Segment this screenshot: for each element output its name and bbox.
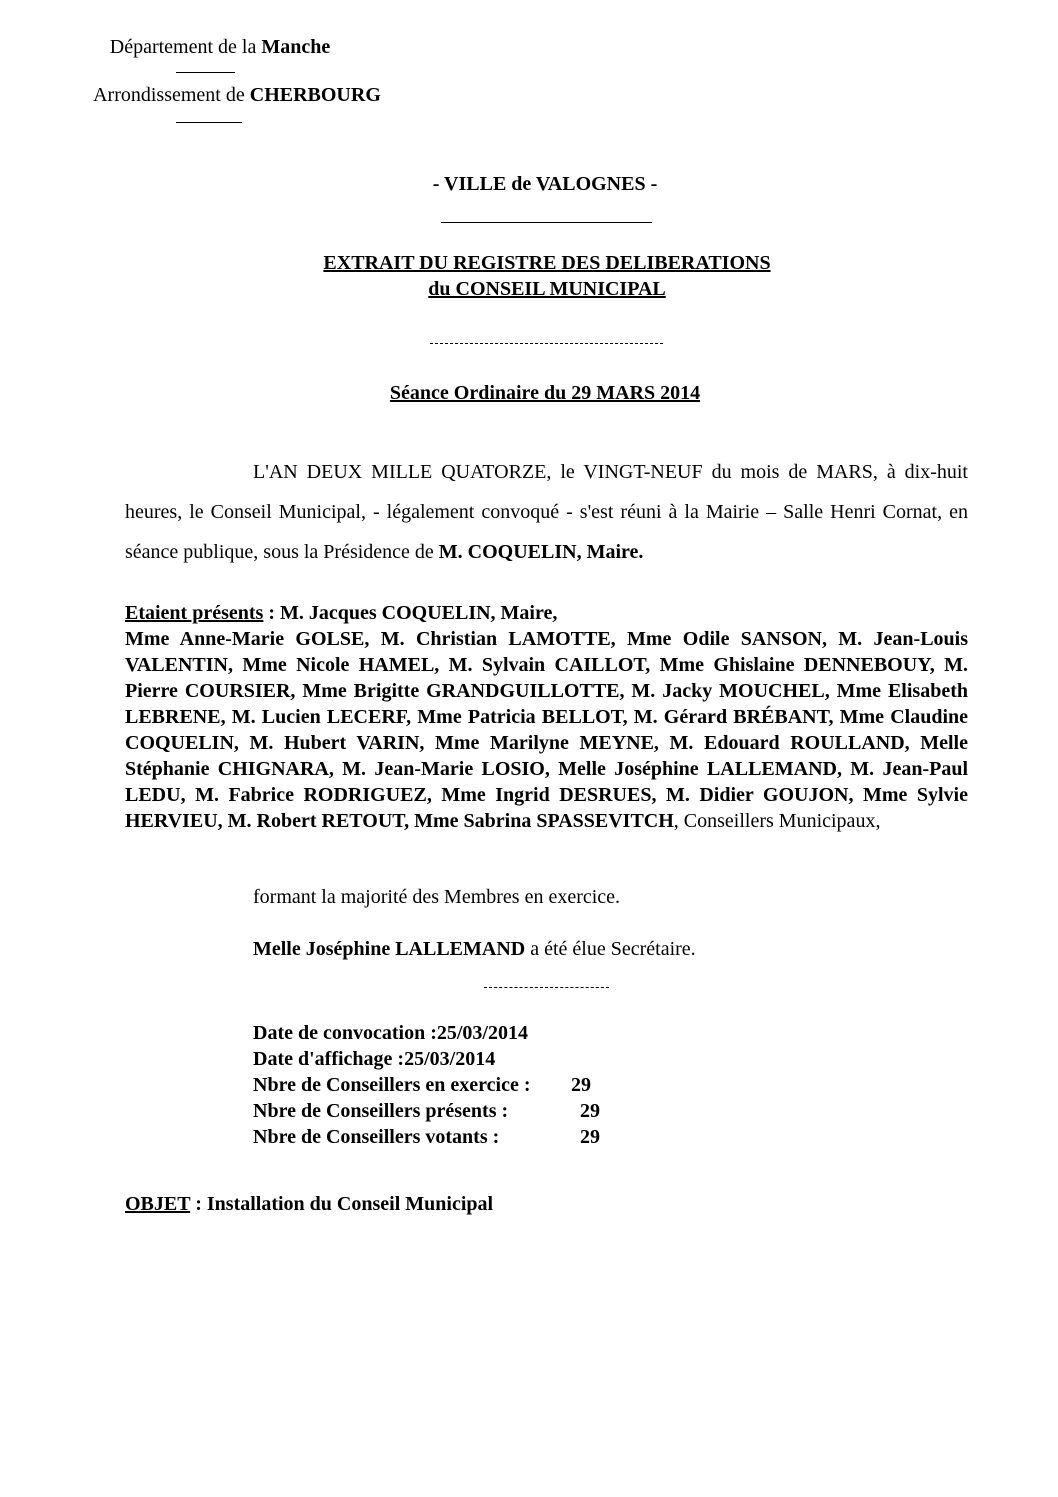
- title-divider: [441, 222, 652, 223]
- info-row: [253, 1046, 600, 1072]
- info-row: [253, 1020, 600, 1046]
- info-label: Date d'affichage :: [253, 1048, 405, 1070]
- info-value: 25/03/2014: [436, 1022, 528, 1044]
- extrait-line1: EXTRAIT DU REGISTRE DES DELIBERATIONS: [323, 252, 771, 274]
- dashed-divider: [484, 987, 609, 988]
- arrondissement-name: CHERBOURG: [249, 84, 381, 106]
- presents-list: Mme Anne-Marie GOLSE, M. Christian LAMOTTE, Mme Odile SANSON, M. Jean-Louis VALENTIN, Mme Nicole HAMEL, M. Sylvain CAILLOT, Mme Ghislaine DENNEBOUY, M. Pierre COURSIER, Mme Brigitte GRANDGUILLOTTE, M. Jacky MOUCHEL, Mme Elisabeth LEBRENE, M. Lucien LECERF, Mme Patricia BELLOT, M. Gérard BRÉBANT, Mme Claudine COQUELIN, M. Hubert VARIN, Mme Marilyne MEYNE, M. Edouard ROULLAND, Melle Stéphanie CHIGNARA, M. Jean-Marie LOSIO, Melle Joséphine LALLEMAND, M. Jean-Paul LEDU, M. Fabrice RODRIGUEZ, Mme Ingrid DESRUES, M. Didier GOUJON, Mme Sylvie HERVIEU, M. Robert RETOUT, Mme Sabrina SPASSEVITCH: [125, 628, 968, 832]
- intro-text: L'AN DEUX MILLE QUATORZE, le VINGT-NEUF du mois de MARS, à dix-huit heures, le Conseil Municipal, - légalement convoqué - s'est réuni à la Mairie – Salle Henri Cornat, en séance publique, sous la Présidence de: [125, 461, 968, 563]
- info-label: Nbre de Conseillers votants :: [253, 1126, 500, 1148]
- objet-line: [125, 1193, 493, 1216]
- intro-paragraph: [125, 452, 968, 572]
- presents-suffix: , Conseillers Municipaux,: [673, 810, 881, 832]
- departement-name: Manche: [261, 36, 331, 58]
- objet-text: : Installation du Conseil Municipal: [190, 1193, 494, 1215]
- arrondissement-line: [82, 84, 392, 107]
- presents-first: : M. Jacques COQUELIN, Maire,: [263, 602, 558, 624]
- dashed-divider: [430, 343, 663, 344]
- ville-title: - VILLE de VALOGNES -: [432, 173, 658, 195]
- info-row: [253, 1098, 600, 1124]
- header-divider: [176, 72, 235, 73]
- extrait-heading: [0, 250, 1058, 302]
- info-row: [253, 1072, 600, 1098]
- majorite-line: formant la majorité des Membres en exercice.: [253, 886, 621, 908]
- secretaire-line: [253, 938, 696, 961]
- info-value: 25/03/2014: [404, 1048, 496, 1070]
- intro-president: M. COQUELIN, Maire.: [438, 541, 644, 563]
- info-label: Nbre de Conseillers présents :: [253, 1100, 509, 1122]
- info-value: 29: [580, 1100, 600, 1122]
- secretaire-name: Melle Joséphine LALLEMAND: [253, 938, 526, 960]
- seance-title: Séance Ordinaire du 29 MARS 2014: [389, 382, 701, 404]
- info-label: Date de convocation :: [253, 1022, 437, 1044]
- info-value: 29: [580, 1126, 600, 1148]
- info-label: Nbre de Conseillers en exercice :: [253, 1074, 531, 1096]
- secretaire-text: a été élue Secrétaire.: [525, 938, 696, 960]
- header-divider: [176, 122, 242, 123]
- arrondissement-label: Arrondissement de: [93, 84, 245, 106]
- presents-paragraph: [125, 600, 968, 834]
- infos-block: [253, 1020, 600, 1150]
- departement-label: Département de la: [109, 36, 257, 58]
- extrait-line2: du CONSEIL MUNICIPAL: [428, 278, 666, 300]
- departement-line: [100, 36, 340, 59]
- info-row: [253, 1124, 600, 1150]
- info-value: 29: [571, 1074, 591, 1096]
- presents-label: Etaient présents: [125, 602, 264, 624]
- objet-label: OBJET: [125, 1193, 191, 1215]
